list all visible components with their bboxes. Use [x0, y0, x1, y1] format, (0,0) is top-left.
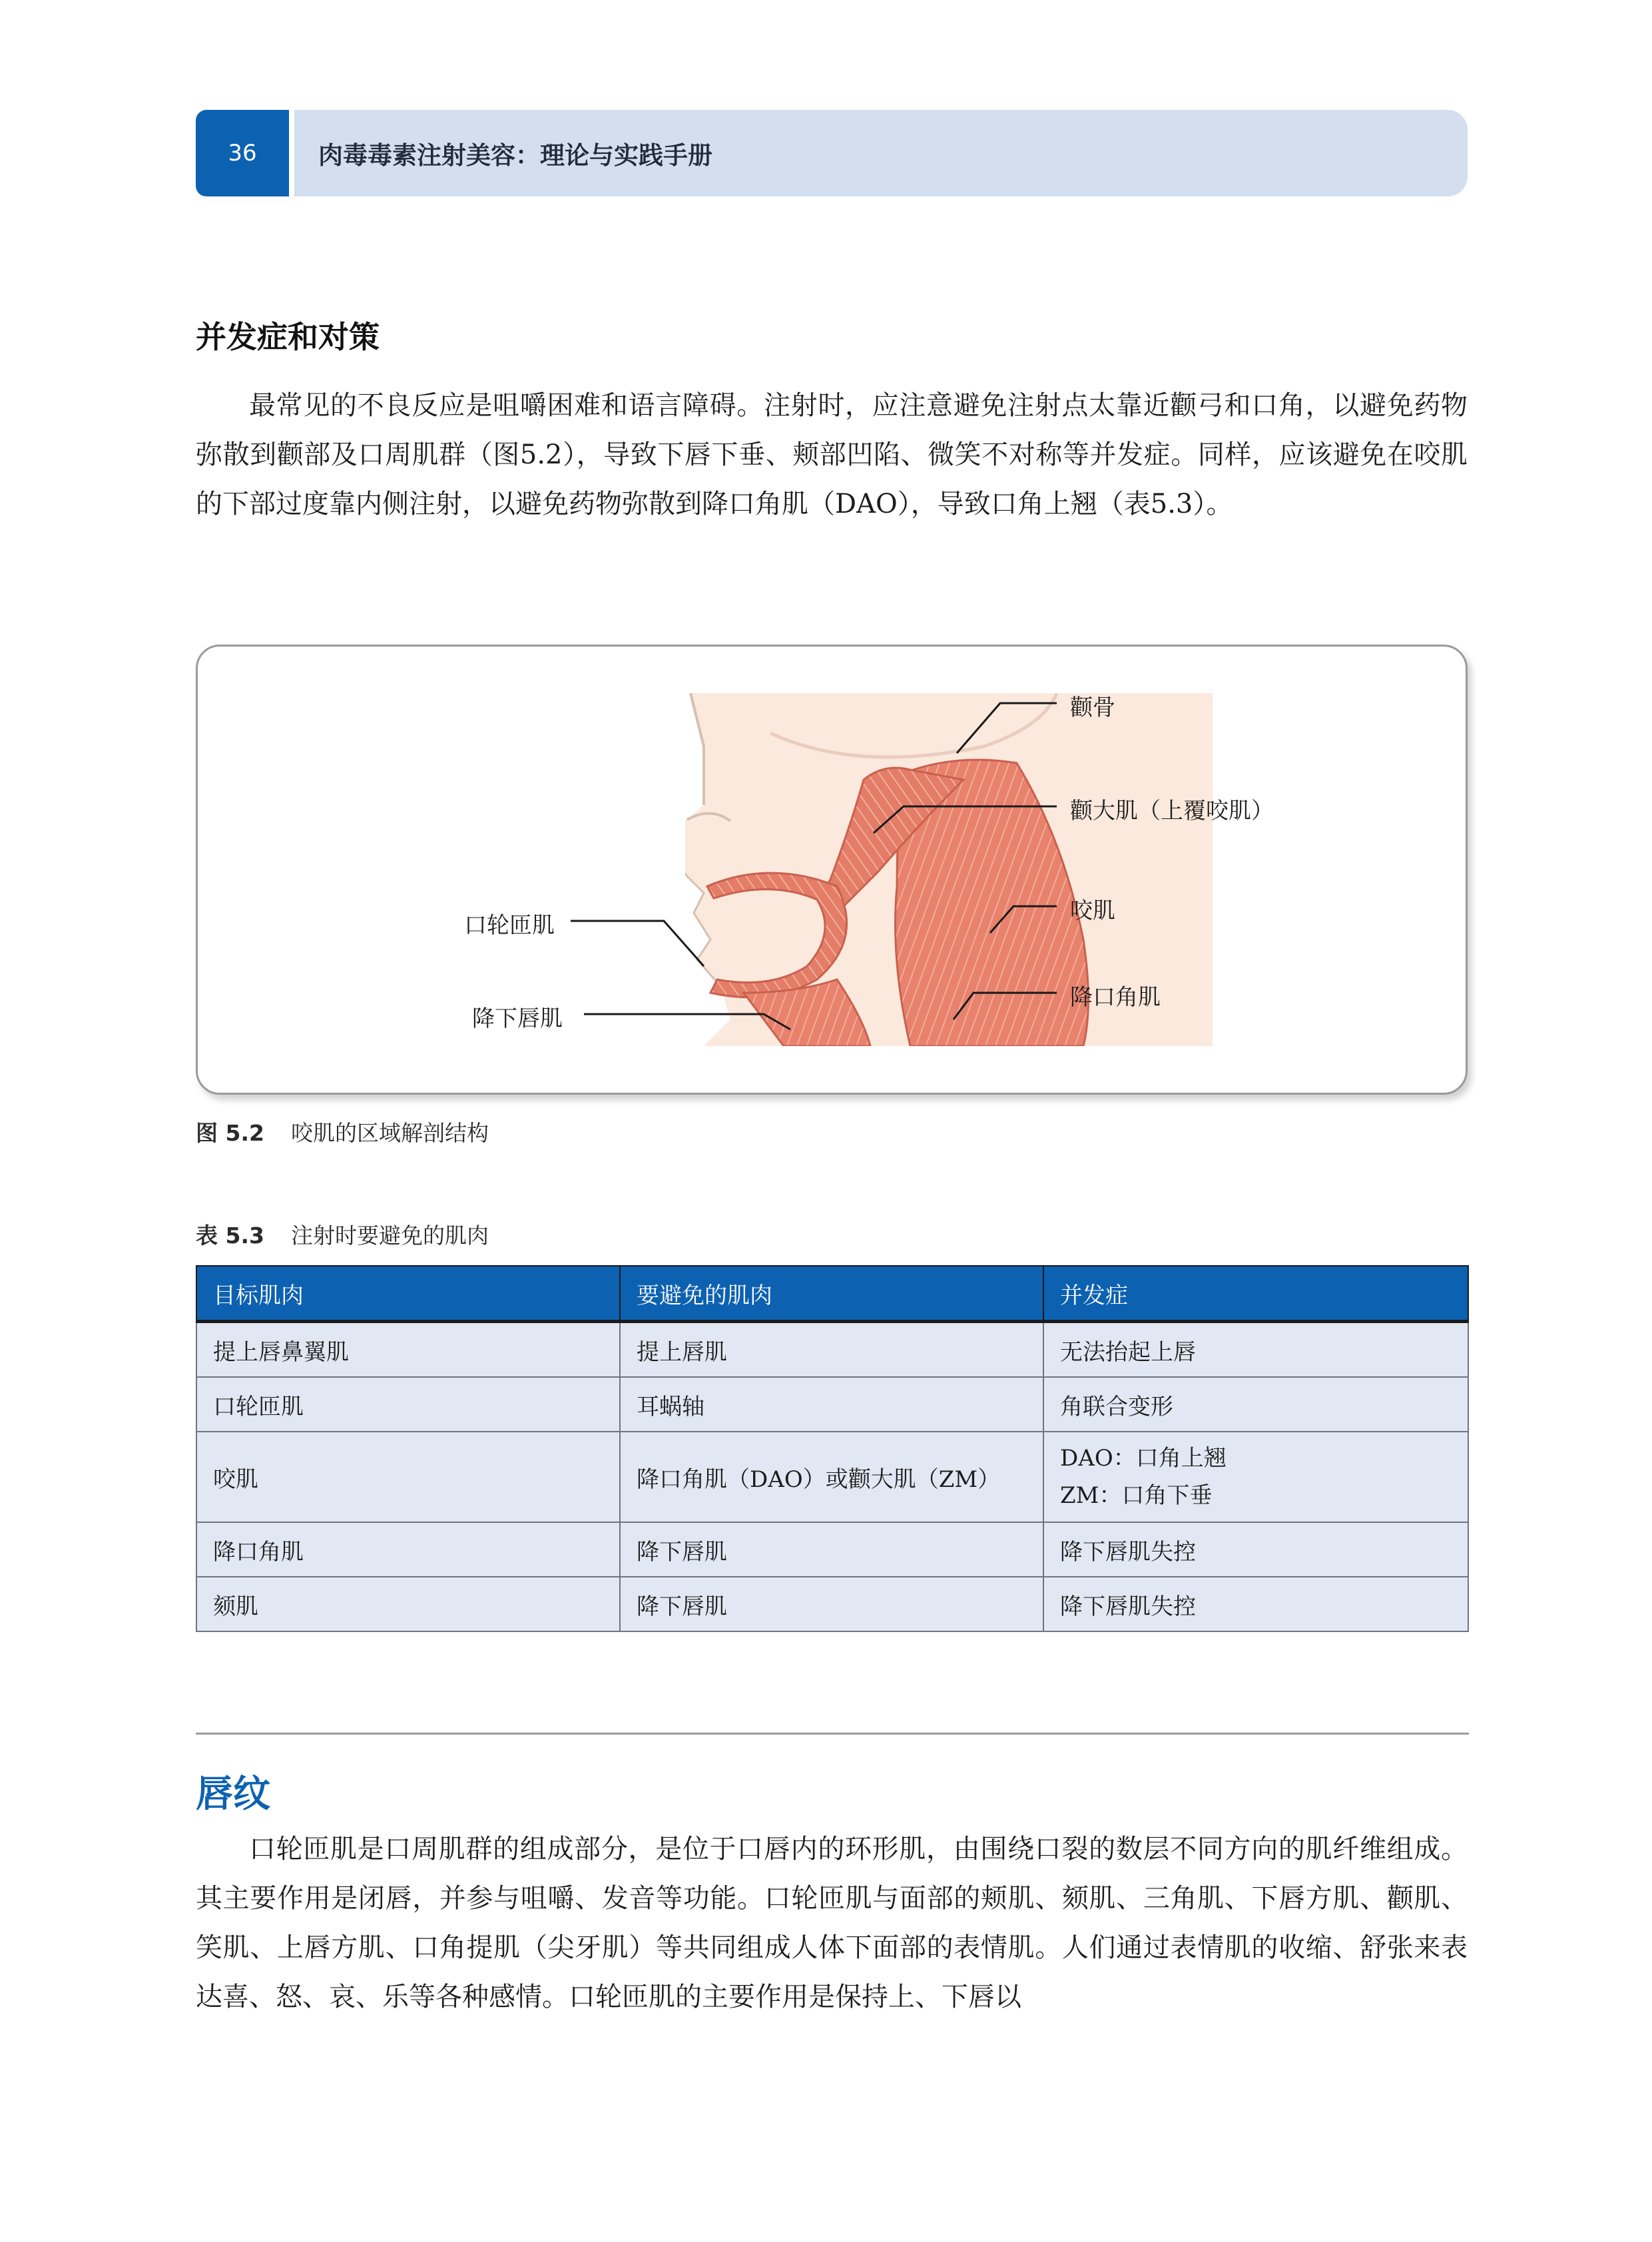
table-row [196, 1522, 1468, 1577]
table-number: 表 5.3 [196, 1223, 264, 1249]
label-masseter: 咬肌 [1070, 898, 1115, 924]
label-depressor-labii: 降下唇肌 [472, 1005, 563, 1032]
cell-target: 提上唇鼻翼肌 [196, 1322, 620, 1378]
cell-complication: 降下唇肌失控 [1043, 1577, 1468, 1631]
muscles-table [196, 1265, 1469, 1632]
leader-orbicularis [571, 921, 704, 966]
page-number: 36 [196, 110, 289, 196]
label-orbicularis-oris: 口轮匝肌 [464, 912, 555, 939]
complication-line-zm: ZM：口角下垂 [1060, 1482, 1213, 1509]
cell-target: 颏肌 [196, 1577, 620, 1631]
cell-avoid: 降口角肌（DAO）或颧大肌（ZM） [620, 1432, 1043, 1522]
running-header [294, 110, 1468, 196]
cell-complication: 角联合变形 [1043, 1377, 1468, 1432]
section-heading: 并发症和对策 [196, 319, 380, 355]
section-divider [196, 1733, 1469, 1735]
figure-number: 图 5.2 [196, 1120, 264, 1146]
table-caption [196, 1219, 489, 1250]
complications-paragraph: 最常见的不良反应是咀嚼困难和语言障碍。注射时，应注意避免注射点太靠近颧弓和口角，以避免药物弥散到颧部及口周肌群（图5.2），导致下唇下垂、颊部凹陷、微笑不对称等并发症。同样，应该避免在咬肌的下部过度靠内侧注射，以避免药物弥散到降口角肌（DAO），导致口角上翘（表5.3）。 [196, 390, 1468, 519]
complication-line-dao: DAO：口角上翘 [1060, 1445, 1227, 1472]
table-row [196, 1322, 1468, 1378]
figure-caption [196, 1116, 489, 1147]
header-target-muscle: 目标肌肉 [196, 1266, 620, 1322]
cell-target: 口轮匝肌 [196, 1377, 620, 1432]
book-title: 肉毒毒素注射美容：理论与实践手册 [318, 141, 712, 170]
label-zygomaticus-major: 颧大肌（上覆咬肌） [1070, 798, 1274, 824]
cell-target: 降口角肌 [196, 1522, 620, 1577]
cell-complication: 无法抬起上唇 [1043, 1322, 1468, 1378]
anatomy-figure [196, 645, 1468, 1095]
table-row [196, 1377, 1468, 1432]
masseter-anatomy-illustration [198, 647, 1470, 1097]
label-zygoma: 颧骨 [1070, 695, 1115, 721]
cell-avoid: 提上唇肌 [620, 1322, 1043, 1378]
table-row [196, 1577, 1468, 1631]
lip-lines-heading: 唇纹 [196, 1773, 270, 1816]
cell-avoid: 降下唇肌 [620, 1577, 1043, 1631]
header-avoid-muscle: 要避免的肌肉 [620, 1266, 1043, 1322]
cell-target: 咬肌 [196, 1432, 620, 1522]
lip-lines-paragraph: 口轮匝肌是口周肌群的组成部分，是位于口唇内的环形肌，由围绕口裂的数层不同方向的肌纤维组成。其主要作用是闭唇，并参与咀嚼、发音等功能。口轮匝肌与面部的颊肌、颏肌、三角肌、下唇方肌、颧肌、笑肌、上唇方肌、口角提肌（尖牙肌）等共同组成人体下面部的表情肌。人们通过表情肌的收缩、舒张来表达喜、怒、哀、乐等各种感情。口轮匝肌的主要作用是保持上、下唇以 [196, 1834, 1468, 2012]
table-header-row [196, 1266, 1468, 1322]
cell-avoid: 耳蜗轴 [620, 1377, 1043, 1432]
table-row [196, 1432, 1468, 1522]
label-dao: 降口角肌 [1070, 984, 1161, 1011]
table-caption-text: 注射时要避免的肌肉 [290, 1223, 489, 1249]
figure-caption-text: 咬肌的区域解剖结构 [290, 1120, 489, 1146]
cell-complication: 降下唇肌失控 [1043, 1522, 1468, 1577]
cell-complication [1043, 1432, 1468, 1522]
header-complication: 并发症 [1043, 1266, 1468, 1322]
cell-avoid: 降下唇肌 [620, 1522, 1043, 1577]
